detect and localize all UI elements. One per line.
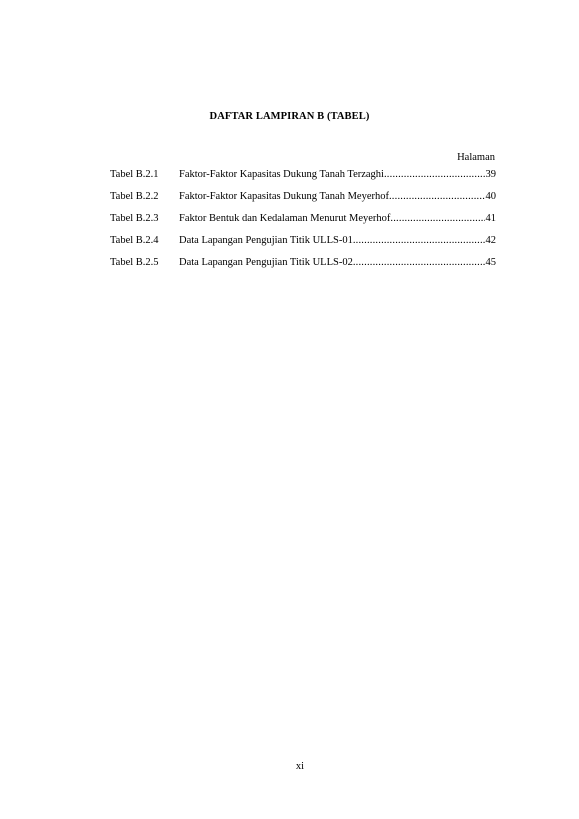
list-item (110, 169, 496, 191)
page-column-header: Halaman (457, 152, 495, 163)
page-number: 42 (485, 235, 496, 246)
table-entry (179, 213, 485, 224)
page-footer-number: xi (295, 761, 305, 772)
table-number: Tabel B.2.2 (110, 191, 159, 202)
list-item (110, 257, 496, 279)
page-title: DAFTAR LAMPIRAN B (TABEL) (209, 111, 370, 122)
page-number: 41 (485, 213, 496, 224)
table-title: Faktor-Faktor Kapasitas Dukung Tanah Terzaghi (179, 169, 384, 180)
table-number: Tabel B.2.4 (110, 235, 159, 246)
table-number: Tabel B.2.1 (110, 169, 159, 180)
dot-leader (353, 235, 485, 246)
dot-leader (384, 169, 485, 180)
table-title: Data Lapangan Pengujian Titik ULLS-02 (179, 257, 353, 268)
table-entry (179, 169, 485, 180)
table-entry (179, 257, 485, 268)
dot-leader (390, 213, 484, 224)
list-item (110, 191, 496, 213)
list-item (110, 213, 496, 235)
page-number: 40 (485, 191, 496, 202)
page-number: 45 (485, 257, 496, 268)
table-entry (179, 191, 485, 202)
dot-leader (389, 191, 485, 202)
page-number: 39 (485, 169, 496, 180)
table-title: Data Lapangan Pengujian Titik ULLS-01 (179, 235, 353, 246)
dot-leader (353, 257, 485, 268)
list-item (110, 235, 496, 257)
table-number: Tabel B.2.3 (110, 213, 159, 224)
table-title: Faktor-Faktor Kapasitas Dukung Tanah Meyerhof (179, 191, 389, 202)
table-entry (179, 235, 485, 246)
table-list (110, 169, 496, 279)
table-number: Tabel B.2.5 (110, 257, 159, 268)
table-title: Faktor Bentuk dan Kedalaman Menurut Meyerhof (179, 213, 391, 224)
